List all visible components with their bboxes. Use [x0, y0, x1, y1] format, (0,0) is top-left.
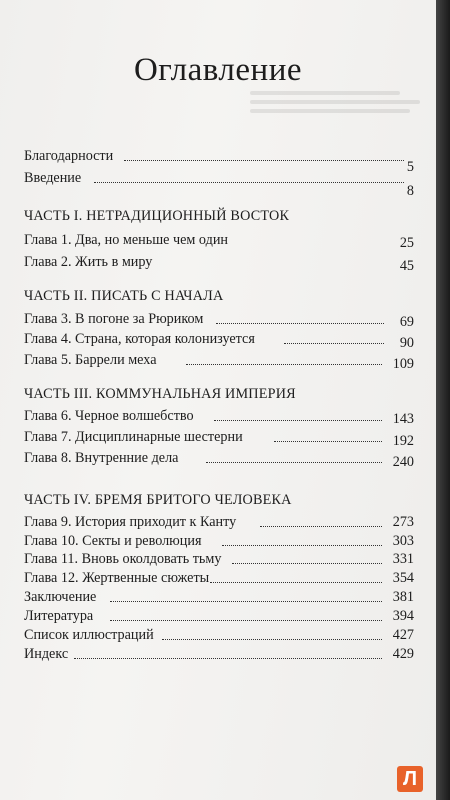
toc-entry-page: 69: [399, 314, 414, 330]
toc-entry-index[interactable]: [24, 644, 414, 664]
toc-entry-page: 192: [392, 433, 414, 449]
toc-entry-label: Глава 3. В погоне за Рюриком: [24, 311, 204, 327]
toc-entry-page: 240: [392, 454, 414, 470]
toc-entry-page: 381: [392, 589, 414, 605]
toc-entry-label: Список иллюстраций: [24, 627, 154, 643]
toc-entry-page: 427: [392, 627, 414, 643]
dot-leader: [222, 545, 382, 546]
toc-entry-chapter-9[interactable]: [24, 512, 414, 532]
toc-entry-page: 90: [399, 335, 414, 351]
toc-entry-label: Заключение: [24, 589, 97, 605]
toc-entry-label: Введение: [24, 170, 82, 186]
publisher-logo: Л: [397, 766, 423, 792]
part-heading[interactable]: ЧАСТЬ II. ПИСАТЬ С НАЧАЛА: [24, 288, 224, 304]
toc-entry-page: 303: [392, 533, 414, 549]
toc-entry-page: 8: [406, 183, 414, 199]
toc-entry-label: Глава 2. Жить в миру: [24, 254, 153, 270]
dot-leader: [232, 563, 382, 564]
toc-entry-label: Глава 4. Страна, которая колонизуется: [24, 331, 255, 347]
toc-entry-page: 143: [392, 411, 414, 427]
toc-entry-label: Индекс: [24, 646, 69, 662]
toc-entry-page: 429: [392, 646, 414, 662]
dot-leader: [162, 639, 382, 640]
part-heading[interactable]: ЧАСТЬ IV. БРЕМЯ БРИТОГО ЧЕЛОВЕКА: [24, 492, 292, 508]
toc-entry-page: 5: [406, 159, 414, 175]
page-title: Оглавление: [133, 52, 303, 88]
toc-entry-page: 45: [399, 258, 414, 274]
toc-entry-label: Литература: [24, 608, 94, 624]
dot-leader: [110, 601, 382, 602]
toc-entry-page: 331: [392, 551, 414, 567]
toc-entry-chapter-10[interactable]: [24, 531, 414, 551]
toc-entry-illustrations[interactable]: [24, 625, 414, 645]
toc-entry-chapter-11[interactable]: [24, 549, 414, 569]
toc-entry-label: Глава 12. Жертвенные сюжеты: [24, 570, 210, 586]
dot-leader: [210, 582, 382, 583]
dot-leader: [74, 658, 382, 659]
toc-entry-chapter-12[interactable]: [24, 568, 414, 588]
toc-entry-label: Благодарности: [24, 148, 114, 164]
part-heading[interactable]: ЧАСТЬ III. КОММУНАЛЬНАЯ ИМПЕРИЯ: [24, 386, 296, 402]
toc-entry-page: 25: [399, 235, 414, 251]
toc-entry-page: 109: [392, 356, 414, 372]
toc-entry-bibliography[interactable]: [24, 606, 414, 626]
toc-entry-label: Глава 11. Вновь околдовать тьму: [24, 551, 222, 567]
toc-entry-label: Глава 9. История приходит к Канту: [24, 514, 237, 530]
part-heading[interactable]: ЧАСТЬ I. НЕТРАДИЦИОННЫЙ ВОСТОК: [24, 208, 290, 224]
toc-entry-conclusion[interactable]: [24, 587, 414, 607]
toc-entry-label: Глава 6. Черное волшебство: [24, 408, 194, 424]
toc-entry-page: 273: [392, 514, 414, 530]
dot-leader: [260, 526, 382, 527]
dot-leader: [110, 620, 382, 621]
toc-entry-label: Глава 5. Баррели меха: [24, 352, 157, 368]
toc-entry-label: Глава 1. Два, но меньше чем один: [24, 232, 229, 248]
toc-entry-page: 354: [392, 570, 414, 586]
toc-entry-page: 394: [392, 608, 414, 624]
toc-entry-label: Глава 8. Внутренние дела: [24, 450, 179, 466]
toc-entry-label: Глава 10. Секты и революция: [24, 533, 202, 549]
bleed-through-text: [250, 86, 420, 118]
book-spine-edge: [436, 0, 450, 800]
toc-entry-label: Глава 7. Дисциплинарные шестерни: [24, 429, 243, 445]
